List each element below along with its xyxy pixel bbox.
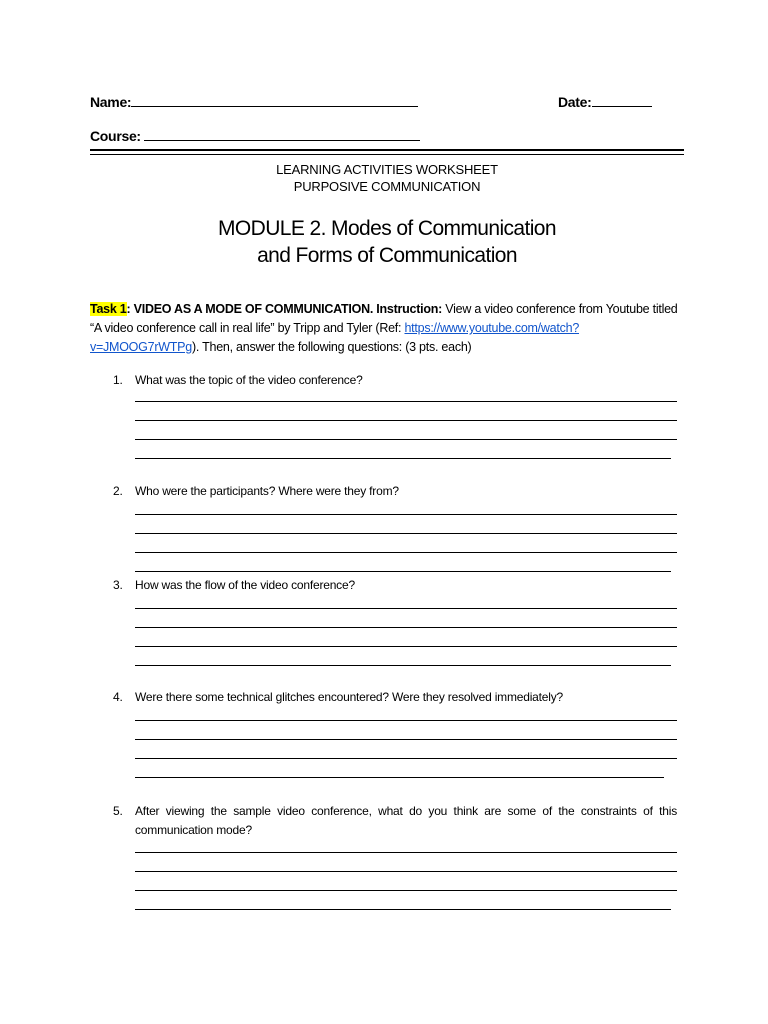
question-number: 1. (113, 373, 123, 387)
answer-line (135, 909, 671, 910)
answer-line (135, 665, 671, 666)
answer-line (135, 852, 677, 853)
question-text: After viewing the sample video conference, what do you think are some of the constraints of this communication mode? (135, 804, 677, 837)
name-label: Name: (90, 94, 132, 110)
answer-line (135, 646, 677, 647)
task-text-2: ). Then, answer the following questions: (3 pts. each) (191, 340, 472, 354)
worksheet-title: LEARNING ACTIVITIES WORKSHEET (276, 162, 498, 177)
answer-line (135, 458, 671, 459)
question-text: Were there some technical glitches encountered? Were they resolved immediately? (135, 690, 563, 704)
date-field (558, 94, 652, 110)
youtube-link[interactable]: https://www.youtube.com/watch?v=JMOOG7rWTPg (90, 321, 580, 354)
answer-line (135, 739, 677, 740)
question-number: 2. (113, 484, 123, 498)
answer-line (135, 571, 671, 572)
header-divider-thick (90, 149, 684, 151)
question-number: 5. (113, 804, 123, 818)
question-number: 4. (113, 690, 123, 704)
answer-line (135, 758, 677, 759)
date-blank (592, 94, 652, 107)
answer-line (135, 890, 677, 891)
answer-line (135, 533, 677, 534)
answer-line (135, 720, 677, 721)
task-text-1: View a video conference from Youtube titled “A video conference call in real life” by Tripp and Tyler (Ref: (90, 302, 678, 335)
answer-line (135, 552, 677, 553)
answer-line (135, 871, 677, 872)
module-title-line1: MODULE 2. Modes of Communication (218, 217, 556, 240)
question-number: 3. (113, 578, 123, 592)
answer-line (135, 608, 677, 609)
answer-line (135, 514, 677, 515)
task-instructions (90, 300, 680, 357)
question-text: What was the topic of the video conference? (135, 373, 363, 387)
question-text: How was the flow of the video conference? (135, 578, 355, 592)
answer-line (135, 627, 677, 628)
name-blank (131, 94, 418, 107)
answer-line (135, 777, 664, 778)
course-label: Course: (90, 128, 141, 144)
date-label: Date: (558, 94, 592, 110)
task-tag: Task 1 (90, 302, 127, 316)
question-text: Who were the participants? Where were they from? (135, 484, 399, 498)
task-heading: : VIDEO AS A MODE OF COMMUNICATION. Instruction: (126, 302, 443, 316)
answer-line (135, 401, 677, 402)
answer-line (135, 439, 677, 440)
module-title-line2: and Forms of Communication (257, 244, 517, 267)
answer-line (135, 420, 677, 421)
course-field (90, 128, 420, 144)
course-title: PURPOSIVE COMMUNICATION (293, 179, 481, 194)
course-blank (144, 128, 420, 141)
name-field (90, 94, 418, 110)
header-divider-thin (90, 154, 684, 155)
